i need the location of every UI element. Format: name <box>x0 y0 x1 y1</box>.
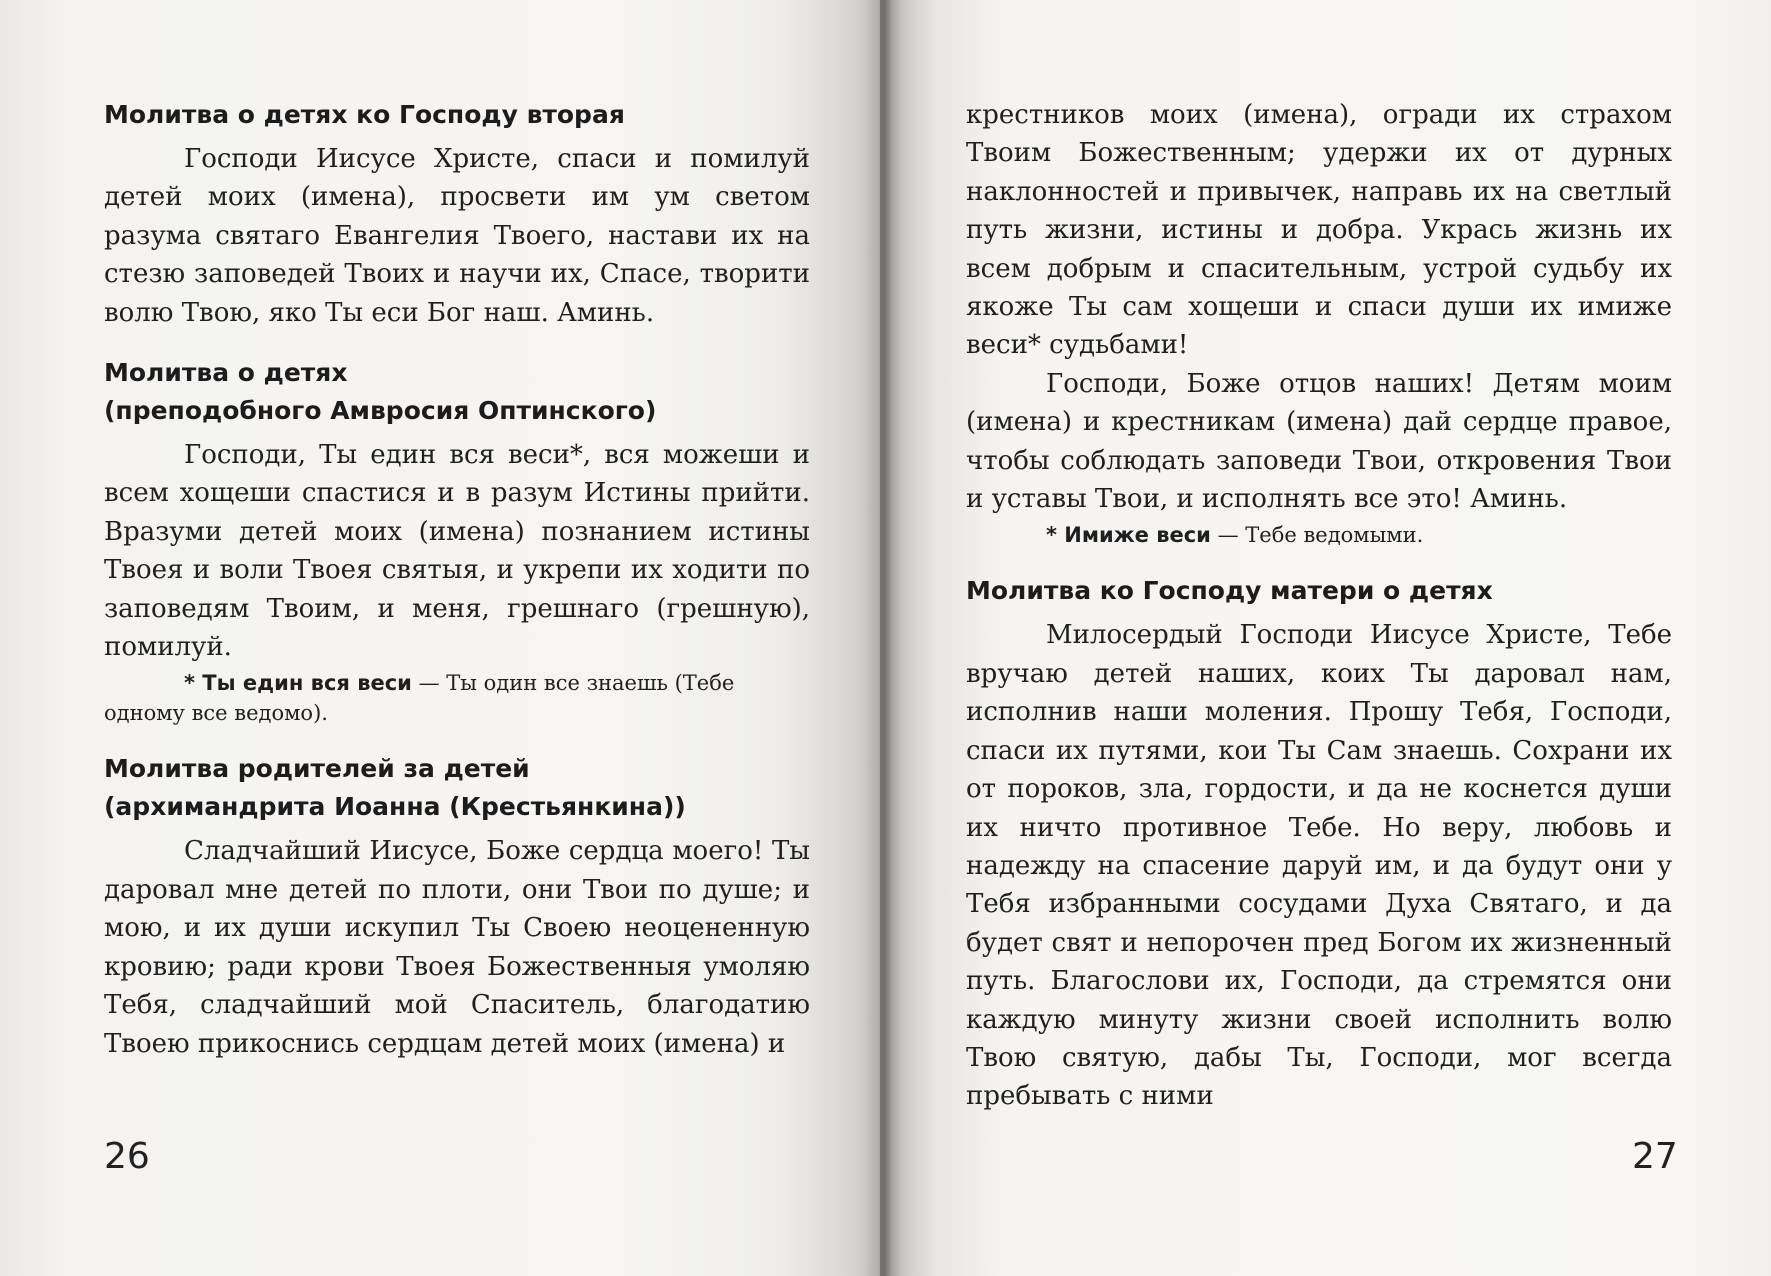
prayer-paragraph: Господи, Боже отцов наших! Детям моим (имена) и крестникам (имена) дай сердце правое, чтобы соблюдать заповеди Твои, откровения Твои и уставы Твои, и исполнять все это! Аминь. <box>966 368 1672 515</box>
footnote-term: * Имиже веси <box>1046 523 1211 548</box>
prayer-paragraph: Милосердый Господи Иисусе Христе, Тебе вручаю детей наших, коих Ты даровал нам, исполнив наши моления. Прошу Тебя, Господи, спаси их путями, кои Ты Сам знаешь. Сохрани их от пороков, зла, гордости, и да не коснется души их ничто противное Тебе. Но веру, любовь и надежду на спасение даруй им, и да будут они у Тебя избранными сосудами Духа Святаго, и да будет свят и непорочен пред Богом их жизненный путь. Благослови их, Господи, да стремятся они каждую минуту жизни своей исполнить волю Твою святую, дабы Ты, Господи, мог всегда пребывать с ними <box>966 620 1672 1112</box>
section-heading: Молитва ко Господу матери о детях <box>966 576 1493 606</box>
section-heading: Молитва о детях ко Господу вторая <box>104 100 625 129</box>
book-gutter-shadow <box>862 0 902 1276</box>
section-heading: Молитва родителей за детей (архимандрита Иоанна (Крестьянкина)) <box>104 754 686 822</box>
footnote <box>966 520 1672 550</box>
right-page <box>880 0 1771 1276</box>
section-heading: Молитва о детях (преподобного Амвросия Оптинского) <box>104 358 657 426</box>
page-number: 27 <box>1632 1136 1678 1177</box>
left-page-text <box>104 96 810 1063</box>
footnote-term: * Ты един вся веси <box>184 671 412 696</box>
left-page <box>0 0 880 1276</box>
prayer-paragraph: Сладчайший Иисусе, Боже сердца моего! Ты даровал мне детей по плоти, они Твои по душе; и мою, и их души искупил Ты Своею неоцененную кровию; ради крови Твоея Божественныя умоляю Тебя, сладчайший мой Спаситель, благодатию Твоею прикоснись сердцам детей моих (имена) и <box>104 836 810 1059</box>
right-page-text <box>966 96 1672 1116</box>
prayer-paragraph: крестников моих (имена), огради их страхом Твоим Божественным; удержи их от дурных наклонностей и привычек, направь их на светлый путь жизни, истины и добра. Укрась жизнь их всем добрым и спасительным, устрой судьбу их якоже Ты сам хощеши и спаси души их имиже веси* судьбами! <box>966 100 1672 361</box>
prayer-paragraph: Господи, Ты един вся веси*, вся можеши и всем хощеши спастися и в разум Истины прийти. Вразуми детей моих (имена) познанием истины Твоея и воли Твоея святыя, и укрепи их ходити по заповедям Твоим, и меня, грешнаго (грешную), помилуй. <box>104 440 810 663</box>
page-number: 26 <box>104 1136 150 1177</box>
footnote-text: — Тебе ведомыми. <box>1210 523 1424 548</box>
footnote <box>104 668 810 728</box>
prayer-paragraph: Господи Иисусе Христе, спаси и помилуй детей моих (имена), просвети им ум светом разума святаго Евангелия Твоего, настави их на стезю заповедей Твоих и научи их, Спасе, творити волю Твою, яко Ты еси Бог наш. Аминь. <box>104 144 810 328</box>
footnote-text: — Ты один все знаешь (Тебе одному все ведомо). <box>104 671 735 726</box>
